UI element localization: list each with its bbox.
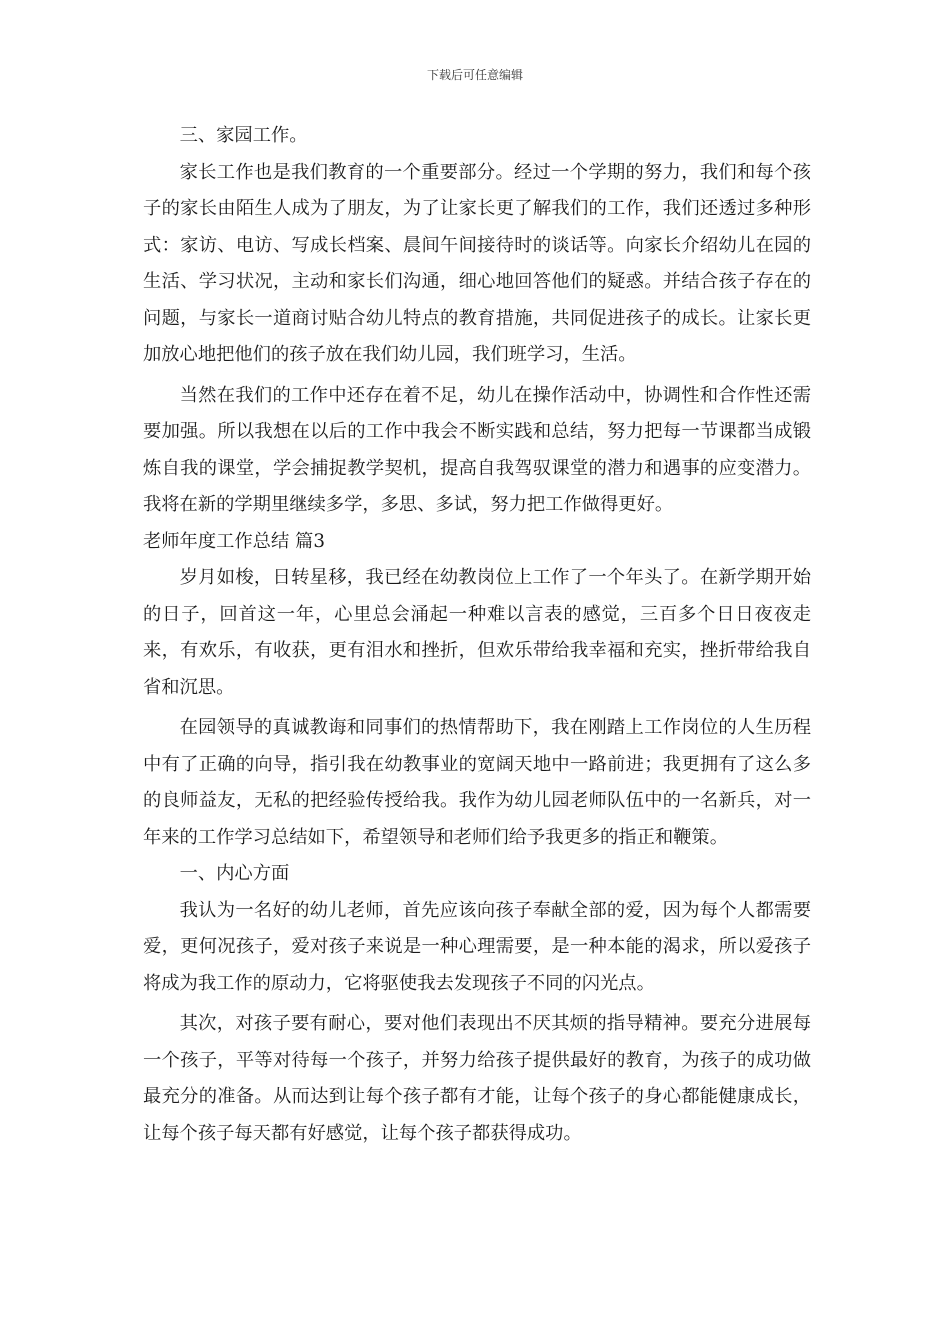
paragraph-shortcomings: 当然在我们的工作中还存在着不足，幼儿在操作活动中，协调性和合作性还需要加强。所以我想在以后的工作中我会不断实践和总结，努力把每一节课都当成锻炼自我的课堂，学会捕捉教学契机，提高自我驾驭课堂的潜力和遇事的应变潜力。我将在新的学期里继续多学，多思、多试，努力把工作做得更好。	[143, 384, 811, 515]
section-heading-home-school: 三、家园工作。	[179, 125, 308, 146]
section-heading-inner: 一、内心方面	[179, 863, 290, 884]
article-title: 老师年度工作总结 篇3	[143, 530, 325, 552]
paragraph-reflection: 岁月如梭，日转星移，我已经在幼教岗位上工作了一个年头了。在新学期开始的日子，回首这一年，心里总会涌起一种难以言表的感觉，三百多个日日夜夜走来，有欢乐，有收获，更有泪水和挫折，但欢乐带给我幸福和充实，挫折带给我自省和沉思。	[143, 567, 811, 698]
paragraph-love: 我认为一名好的幼儿老师，首先应该向孩子奉献全部的爱，因为每个人都需要爱，更何况孩子，爱对孩子来说是一种心理需要，是一种本能的渴求，所以爱孩子将成为我工作的原动力，它将驱使我去发现孩子不同的闪光点。	[143, 899, 811, 994]
paragraph-guidance: 在园领导的真诚教诲和同事们的热情帮助下，我在刚踏上工作岗位的人生历程中有了正确的向导，指引我在幼教事业的宽阔天地中一路前进；我更拥有了这么多的良师益友，无私的把经验传授给我。我作为幼儿园老师队伍中的一名新兵，对一年来的工作学习总结如下，希望领导和老师们给予我更多的指正和鞭策。	[143, 717, 811, 848]
document-body	[143, 118, 811, 1152]
paragraph-parent-work: 家长工作也是我们教育的一个重要部分。经过一个学期的努力，我们和每个孩子的家长由陌生人成为了朋友，为了让家长更了解我们的工作，我们还透过多种形式：家访、电访、写成长档案、晨间午间接待时的谈话等。向家长介绍幼儿在园的生活、学习状况，主动和家长们沟通，细心地回答他们的疑惑。并结合孩子存在的问题，与家长一道商讨贴合幼儿特点的教育措施，共同促进孩子的成长。让家长更加放心地把他们的孩子放在我们幼儿园，我们班学习，生活。	[143, 161, 811, 365]
header-note: 下载后可任意编辑	[426, 68, 523, 82]
paragraph-patience: 其次，对孩子要有耐心，要对他们表现出不厌其烦的指导精神。要充分进展每一个孩子，平等对待每一个孩子，并努力给孩子提供最好的教育，为孩子的成功做最充分的准备。从而达到让每个孩子都有才能，让每个孩子的身心都能健康成长，让每个孩子每天都有好感觉，让每个孩子都获得成功。	[143, 1013, 811, 1144]
